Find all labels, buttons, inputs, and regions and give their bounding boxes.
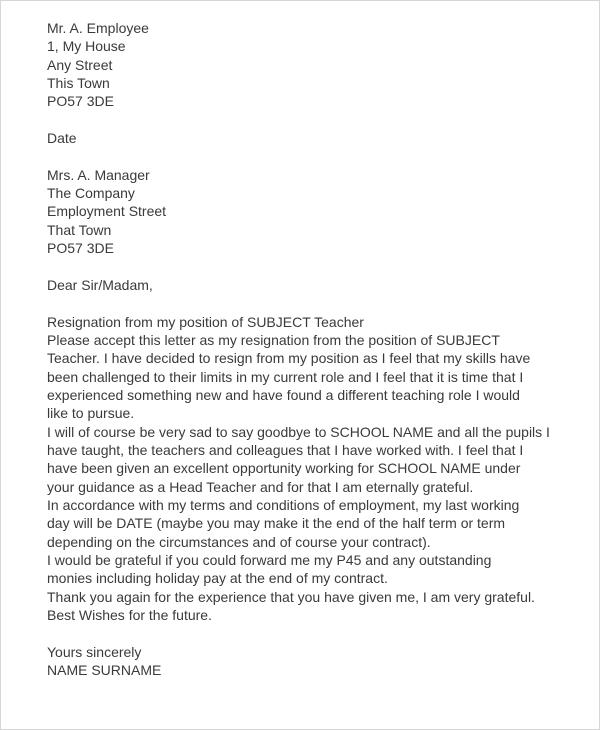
spacer xyxy=(47,294,550,312)
body-line: Please accept this letter as my resignation from the position of SUBJECT xyxy=(47,331,500,348)
recipient-address-line: Employment Street xyxy=(47,203,167,220)
body-line: monies including holiday pay at the end of my contract. xyxy=(47,570,388,587)
letter-body xyxy=(47,313,550,625)
body-line: like to pursue. xyxy=(47,405,135,422)
body-line: depending on the circumstances and of course your contract). xyxy=(47,533,431,550)
body-line: have taught, the teachers and colleagues that I have worked with. I feel that I xyxy=(47,441,524,458)
closing: Yours sincerely xyxy=(47,643,142,660)
recipient-address-line: PO57 3DE xyxy=(47,240,114,257)
spacer xyxy=(47,111,550,129)
sender-address-line: This Town xyxy=(47,75,110,92)
body-line: experienced something new and have found a different teaching role I would xyxy=(47,386,520,403)
body-line: I will of course be very sad to say goodbye to SCHOOL NAME and all the pupils I xyxy=(47,423,550,440)
recipient-address-line: The Company xyxy=(47,185,135,202)
body-line: Thank you again for the experience that you have given me, I am very grateful. xyxy=(47,588,535,605)
body-line: have been given an excellent opportunity working for SCHOOL NAME under xyxy=(47,460,521,477)
body-line: day will be DATE (maybe you may make it the end of the half term or term xyxy=(47,515,506,532)
subject-line: Resignation from my position of SUBJECT Teacher xyxy=(47,313,364,330)
body-line: been challenged to their limits in my current role and I feel that it is time that I xyxy=(47,368,524,385)
sender-address-line: Any Street xyxy=(47,56,113,73)
sender-name: Mr. A. Employee xyxy=(47,20,149,36)
recipient-address-line: That Town xyxy=(47,221,112,238)
sender-address-line: PO57 3DE xyxy=(47,93,114,110)
body-line: I would be grateful if you could forward me my P45 and any outstanding xyxy=(47,551,492,568)
sender-block xyxy=(47,19,550,111)
spacer xyxy=(47,147,550,165)
recipient-block xyxy=(47,166,550,258)
recipient-name: Mrs. A. Manager xyxy=(47,166,150,183)
sender-address-line: 1, My House xyxy=(47,38,126,55)
spacer xyxy=(47,257,550,275)
signature: NAME SURNAME xyxy=(47,662,162,679)
spacer xyxy=(47,624,550,642)
body-line: Best Wishes for the future. xyxy=(47,607,212,623)
resignation-letter xyxy=(47,19,550,679)
body-line: Teacher. I have decided to resign from my position as I feel that my skills have xyxy=(47,350,531,367)
salutation: Dear Sir/Madam, xyxy=(47,276,153,293)
letter-date: Date xyxy=(47,130,77,147)
body-line: In accordance with my terms and conditions of employment, my last working xyxy=(47,496,520,513)
body-line: your guidance as a Head Teacher and for that I am eternally grateful. xyxy=(47,478,474,495)
